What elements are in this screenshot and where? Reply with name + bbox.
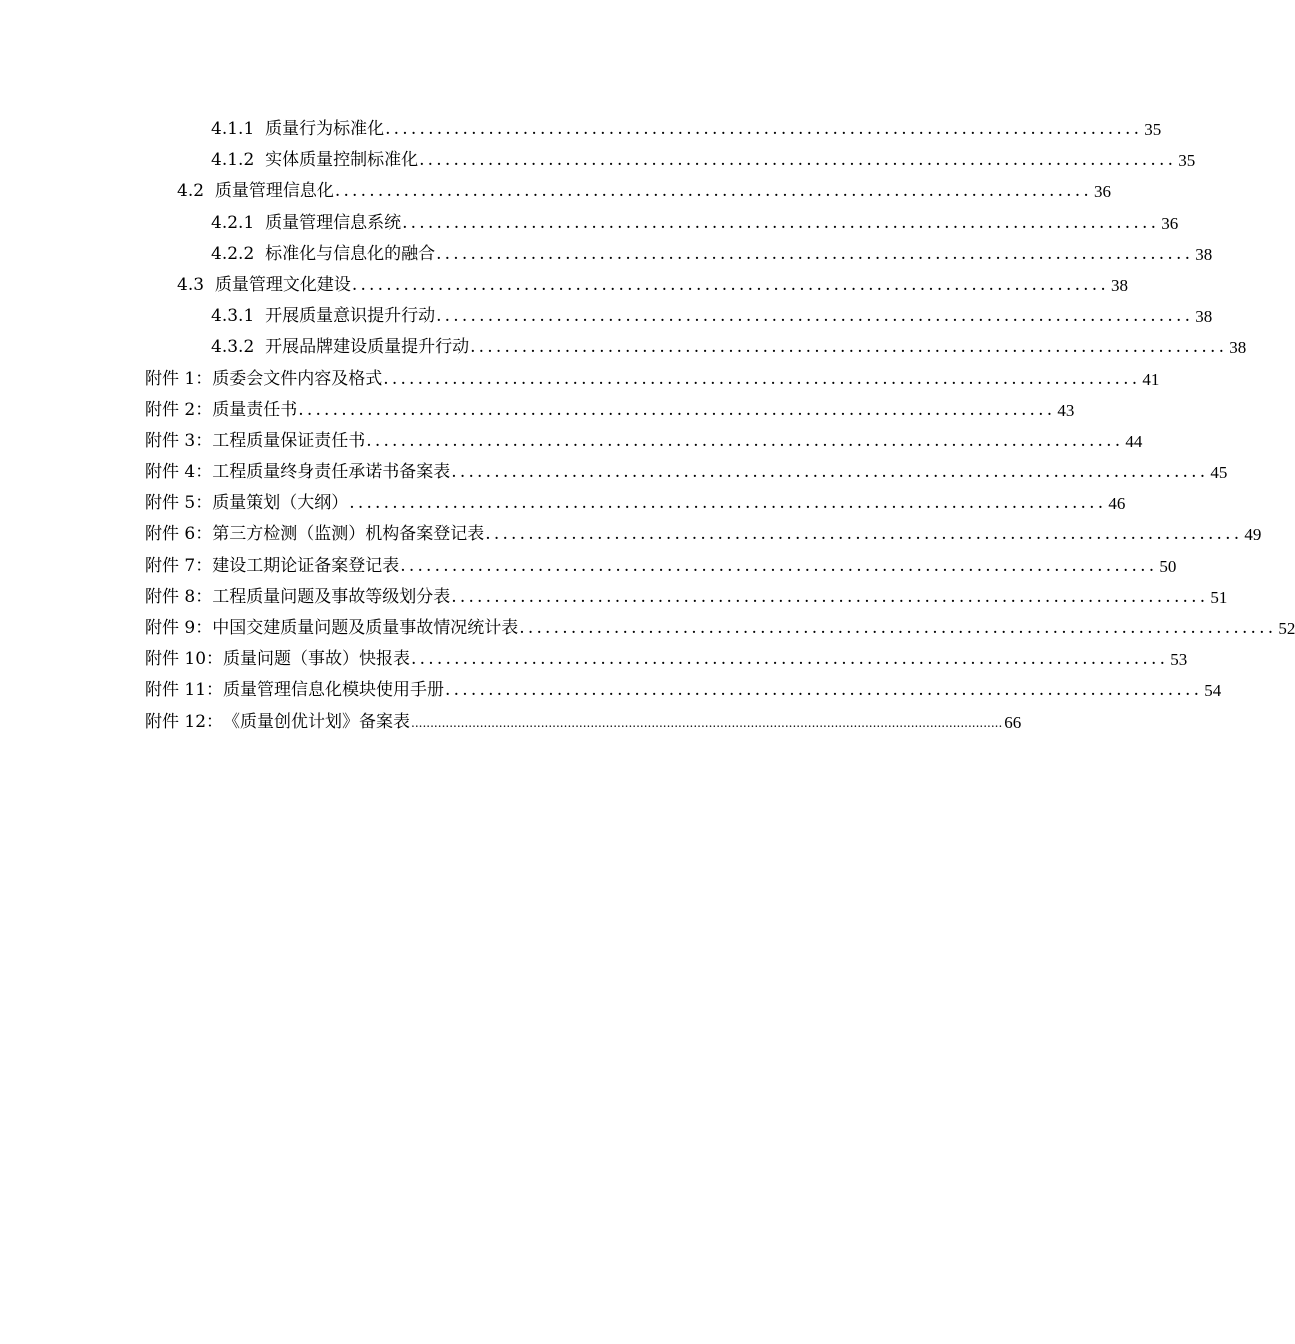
toc-entry-page: 38	[1195, 307, 1213, 327]
toc-entry-number: 4.1.1	[211, 119, 266, 139]
toc-dot-leader: ........................................................................................	[351, 274, 1109, 295]
toc-entry[interactable]	[0, 457, 1228, 488]
toc-dot-leader: ........................................................................................	[485, 524, 1243, 545]
toc-entry[interactable]	[0, 613, 1295, 644]
toc-entry-page: 44	[1125, 431, 1143, 451]
toc-entry-title: 质量管理信息化	[214, 181, 334, 202]
toc-entry-number: 4.3.2	[211, 337, 266, 358]
toc-entry-page: 38	[1229, 338, 1247, 358]
toc-entry-title: 质量管理信息系统	[265, 212, 402, 233]
toc-entry-title: 工程质量问题及事故等级划分表	[212, 586, 451, 607]
toc-entry-page: 52	[1278, 619, 1295, 638]
toc-entry[interactable]	[0, 644, 1188, 675]
toc-entry[interactable]	[0, 114, 1162, 145]
toc-entry-number: 附件 6：	[145, 524, 213, 545]
toc-dot-leader: ........................................................................................	[451, 586, 1209, 607]
toc-entry-page: 54	[1204, 681, 1222, 701]
toc-entry-page: 45	[1210, 463, 1228, 483]
toc-entry[interactable]	[0, 707, 1022, 738]
toc-entry-title: 工程质量保证责任书	[212, 430, 366, 451]
toc-entry-title: 标准化与信息化的融合	[265, 243, 436, 264]
toc-entry-title: 开展质量意识提升行动	[265, 306, 436, 327]
toc-entry-number: 附件 5：	[145, 493, 213, 514]
toc-dot-leader: ........................................................................................	[436, 306, 1194, 327]
toc-entry[interactable]	[0, 395, 1075, 426]
toc-entry[interactable]	[0, 426, 1143, 457]
toc-entry-title: 质量行为标准化	[265, 119, 385, 139]
toc-entry-number: 4.3	[177, 274, 215, 295]
toc-entry-page: 38	[1195, 244, 1213, 264]
toc-dot-leader: ........................................................................................	[470, 337, 1228, 358]
toc-dot-leader: ........................................................................................	[400, 555, 1158, 576]
toc-entry-number: 附件 8：	[145, 586, 213, 607]
toc-dot-leader: ........................................................................................	[402, 212, 1160, 233]
toc-dot-leader: ........................................................................................	[419, 150, 1177, 171]
toc-entry-title: 质量管理信息化模块使用手册	[223, 680, 445, 701]
toc-entry-page: 53	[1170, 650, 1188, 670]
toc-entry-page: 49	[1244, 525, 1262, 545]
toc-dot-leader: ........................................................................................	[451, 462, 1209, 483]
toc-entry-title: 质量策划（大纲）	[212, 493, 349, 514]
toc-entry-page: 51	[1210, 587, 1228, 607]
toc-entry-page: 36	[1161, 213, 1179, 233]
toc-entry-number: 附件 7：	[145, 555, 213, 576]
toc-dot-leader: ........................................................................................	[383, 368, 1141, 389]
toc-dot-leader: ........................................................................................	[436, 243, 1194, 264]
toc-entry-number: 4.2.1	[211, 212, 266, 233]
toc-entry[interactable]	[0, 364, 1160, 395]
toc-entry[interactable]	[0, 176, 1111, 207]
toc-entry[interactable]	[0, 675, 1222, 706]
toc-entry-page: 41	[1142, 369, 1160, 389]
toc-dot-leader: ........................................................................................	[385, 119, 1143, 139]
toc-dot-leader: ........................................................................................	[366, 430, 1124, 451]
toc-dot-leader: ........................................................................................	[519, 618, 1277, 638]
toc-entry-number: 附件 4：	[145, 462, 213, 483]
toc-entry-page: 36	[1093, 182, 1111, 202]
toc-entry-number: 附件 12：	[145, 711, 224, 732]
toc-entry-number: 4.3.1	[211, 306, 266, 327]
toc-entry-title: 质量责任书	[212, 399, 298, 420]
toc-entry-page: 35	[1178, 151, 1196, 171]
toc-entry-title: 质量问题（事故）快报表	[223, 649, 411, 670]
toc-entry-page: 35	[1144, 120, 1162, 139]
toc-entry[interactable]	[0, 551, 1177, 582]
toc-entry-number: 4.2	[177, 181, 215, 202]
toc-dot-leader: ...........................................................................................................................................................	[411, 715, 1003, 730]
table-of-contents	[0, 114, 1295, 738]
toc-entry-title: 中国交建质量问题及质量事故情况统计表	[212, 618, 519, 638]
toc-entry[interactable]	[0, 332, 1247, 363]
toc-entry-number: 4.2.2	[211, 243, 266, 264]
toc-dot-leader: ........................................................................................	[349, 493, 1107, 514]
toc-dot-leader: ........................................................................................	[445, 680, 1203, 701]
toc-entry[interactable]	[0, 488, 1126, 519]
toc-entry-title: 建设工期论证备案登记表	[212, 555, 400, 576]
toc-entry-number: 附件 1：	[145, 368, 213, 389]
toc-dot-leader: ........................................................................................	[298, 399, 1056, 420]
toc-entry-page: 66	[1004, 712, 1022, 732]
toc-entry[interactable]	[0, 239, 1213, 270]
toc-entry-title: 《质量创优计划》备案表	[223, 711, 411, 732]
toc-entry-page: 38	[1110, 275, 1128, 295]
toc-entry-page: 43	[1057, 400, 1075, 420]
toc-entry[interactable]	[0, 582, 1228, 613]
toc-dot-leader: ........................................................................................	[334, 181, 1092, 202]
toc-entry-title: 第三方检测（监测）机构备案登记表	[212, 524, 485, 545]
toc-entry-number: 附件 11：	[145, 680, 224, 701]
toc-entry-title: 质量管理文化建设	[214, 274, 351, 295]
toc-entry[interactable]	[0, 145, 1196, 176]
toc-entry-number: 附件 2：	[145, 399, 213, 420]
toc-entry-page: 46	[1108, 494, 1126, 514]
toc-entry-title: 实体质量控制标准化	[265, 150, 419, 171]
toc-entry-title: 质委会文件内容及格式	[212, 368, 383, 389]
toc-entry-page: 50	[1159, 556, 1177, 576]
toc-entry[interactable]	[0, 519, 1262, 550]
toc-entry-title: 开展品牌建设质量提升行动	[265, 337, 470, 358]
toc-entry[interactable]	[0, 208, 1179, 239]
toc-entry-number: 4.1.2	[211, 150, 266, 171]
toc-entry-number: 附件 3：	[145, 430, 213, 451]
toc-entry-number: 附件 10：	[145, 649, 224, 670]
toc-entry-title: 工程质量终身责任承诺书备案表	[212, 462, 451, 483]
toc-entry[interactable]	[0, 270, 1128, 301]
toc-entry-number: 附件 9：	[145, 618, 213, 638]
toc-dot-leader: ........................................................................................	[411, 649, 1169, 670]
toc-entry[interactable]	[0, 301, 1213, 332]
